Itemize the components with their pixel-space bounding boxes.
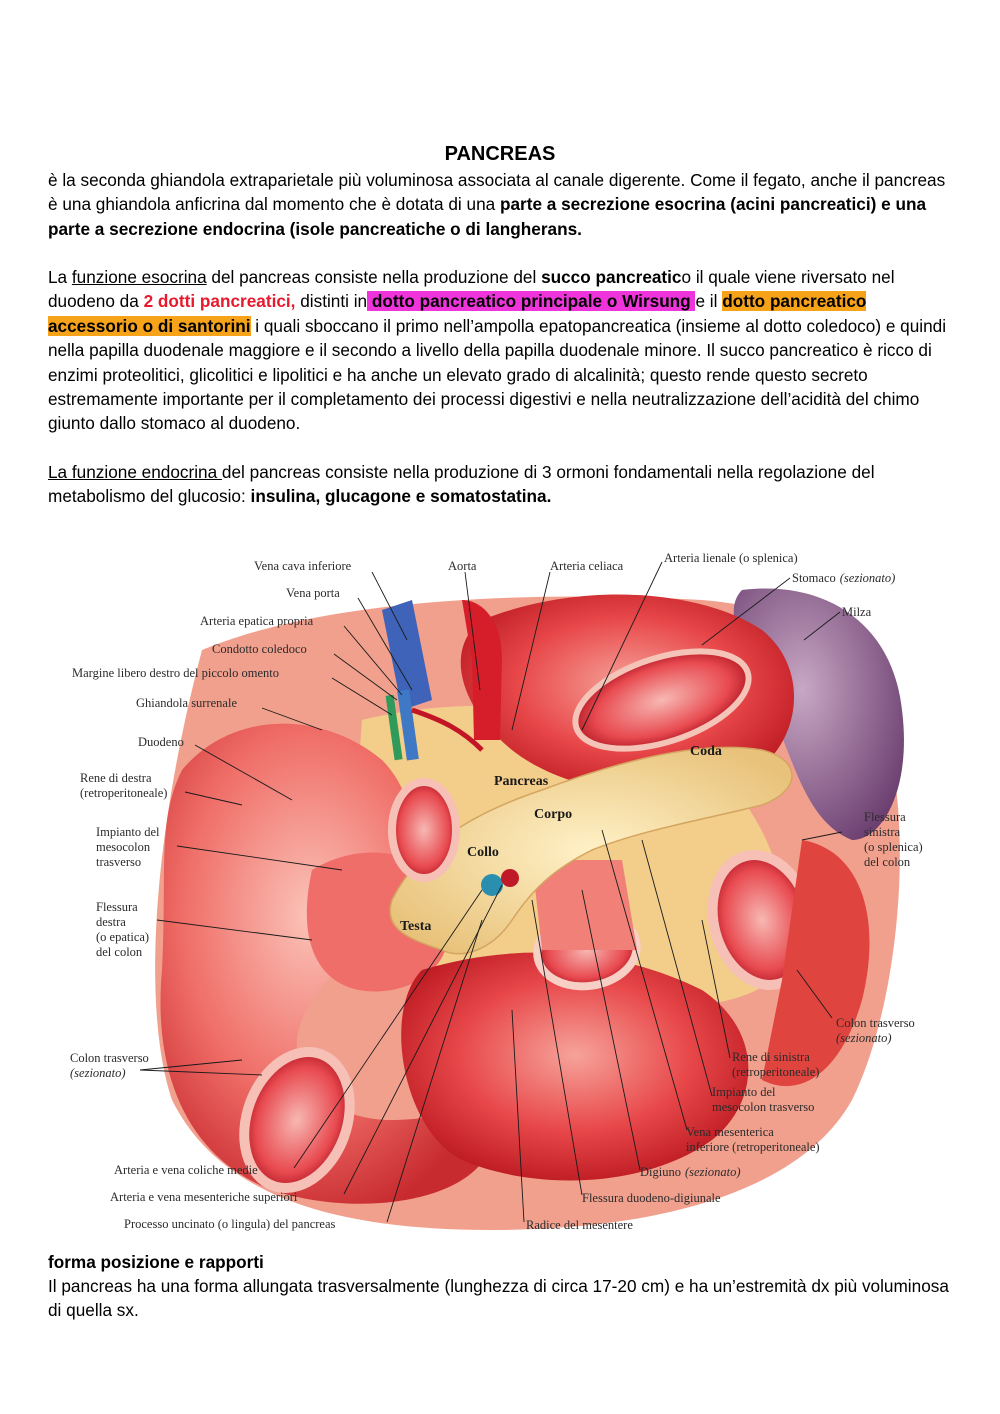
mesenteric-artery: [501, 869, 519, 887]
endo-bold-hormones: insulina, glucagone e somatostatina.: [250, 486, 552, 507]
label-vena-cava: Vena cava inferiore: [254, 559, 352, 573]
label-impianto-right-2: mesocolon trasverso: [712, 1100, 815, 1114]
label-flessura-destra-1: Flessura: [96, 900, 138, 914]
label-colon-left-2: (sezionato): [70, 1066, 126, 1080]
label-flessura-sinistra-1: Flessura: [864, 810, 906, 824]
label-flessura-destra-4: del colon: [96, 945, 143, 959]
label-vena-mesenterica-2: inferiore (retroperitoneale): [686, 1140, 820, 1154]
label-rene-destra-1: Rene di destra: [80, 771, 152, 785]
section-paragraph: Il pancreas ha una forma allungata trasversalmente (lunghezza di circa 17-20 cm) e ha un’estremità dx più voluminosa di quella sx.: [48, 1276, 949, 1321]
exocrine-paragraph: [48, 265, 958, 436]
label-colon-left-1: Colon trasverso: [70, 1051, 149, 1065]
endocrine-paragraph: [48, 460, 958, 509]
label-arteria-epatica: Arteria epatica propria: [200, 614, 314, 628]
label-stomaco-main: Stomaco: [792, 571, 836, 585]
intro-paragraph: [48, 168, 958, 241]
label-testa: Testa: [400, 919, 432, 934]
label-arteria-mesenteriche: Arteria e vena mesenteriche superiori: [110, 1190, 298, 1204]
intro-text: è la seconda ghiandola extraparietale più voluminosa associata al canale digerente. Come il fegato, anche il pancreas è una ghiandola anficrina dal momento che è dotata di una: [48, 170, 946, 215]
label-stomaco: [792, 571, 895, 585]
label-flessura-sinistra-3: (o splenica): [864, 840, 923, 854]
label-coda: Coda: [690, 744, 722, 759]
exo-bold-succo: succo pancreatic: [541, 267, 682, 287]
label-flessura-destra-3: (o epatica): [96, 930, 150, 944]
label-impianto-right-1: Impianto del: [712, 1085, 776, 1099]
label-flessura-sinistra-2: sinistra: [864, 825, 901, 839]
exo-text-2: del pancreas consiste nella produzione del: [206, 267, 542, 287]
label-rene-destra-2: (retroperitoneale): [80, 786, 168, 800]
intro-bold: parte a secrezione esocrina (acini pancreatici) e una parte a secrezione endocrina (isole pancreatiche o di langherans.: [48, 194, 927, 239]
label-flessura-destra-2: destra: [96, 915, 126, 929]
exo-highlight-santorini: dotto pancreatico accessorio o di santorini: [48, 291, 867, 336]
exo-text-3: o il quale viene riversato nel duodeno da: [48, 267, 895, 312]
duodenum-cut: [392, 782, 456, 878]
exo-text-5: e il: [695, 291, 723, 312]
label-digiuno: [640, 1165, 741, 1179]
exo-red-dotti: 2 dotti pancreatici,: [143, 291, 296, 312]
label-vena-porta: Vena porta: [286, 586, 340, 600]
exo-underline: funzione esocrina: [71, 267, 207, 287]
label-rene-sinistra-2: (retroperitoneale): [732, 1065, 820, 1079]
label-corpo: Corpo: [534, 807, 573, 822]
label-processo-uncinato: Processo uncinato (o lingula) del pancreas: [124, 1217, 336, 1231]
label-collo: Collo: [467, 845, 499, 860]
label-flessura-duodeno: Flessura duodeno-digiunale: [582, 1191, 721, 1205]
label-duodeno: Duodeno: [138, 735, 184, 749]
exo-highlight-wirsung: dotto pancreatico principale o Wirsung: [367, 291, 696, 312]
label-pancreas: Pancreas: [494, 774, 549, 789]
label-margine-libero: Margine libero destro del piccolo omento: [72, 666, 280, 680]
endo-text: del pancreas consiste nella produzione di 3 ormoni fondamentali nella regolazione del metabolismo del glucosio:: [48, 462, 875, 507]
label-digiuno-note: (sezionato): [684, 1165, 741, 1179]
section-heading: forma posizione e rapporti: [48, 1252, 264, 1272]
label-vena-mesenterica-1: Vena mesenterica: [686, 1125, 774, 1139]
page-title: PANCREAS: [444, 143, 556, 165]
label-digiuno-main: Digiuno: [640, 1165, 681, 1179]
label-impianto-1: Impianto del: [96, 825, 160, 839]
label-arteria-coliche: Arteria e vena coliche medie: [114, 1163, 258, 1177]
label-rene-sinistra-1: Rene di sinistra: [732, 1050, 810, 1064]
label-flessura-sinistra-4: del colon: [864, 855, 911, 869]
label-aorta: Aorta: [448, 559, 477, 573]
label-arteria-lienale: Arteria lienale (o splenica): [664, 551, 798, 565]
mesenteric-vessels: [481, 874, 503, 896]
label-coledoco: Condotto coledoco: [212, 642, 307, 656]
label-impianto-2: mesocolon: [96, 840, 151, 854]
exo-text-6: i quali sboccano il primo nell’ampolla epatopancreatica (insieme al dotto coledoco) e quindi nella papilla duodenale maggiore e il secondo a livello della papilla duodenale minore. Il succo pancreatico è ricco di enzimi proteolitici, glicolitici e lipolitici e ha anche un elevato grado di alcalinità; questo rende questo secreto estremamente importante per il completamento dei processi digestivi e nella neutralizzazione dell’acidità del chimo giunto dallo stomaco al duodeno.: [48, 315, 947, 434]
label-milza: Milza: [842, 605, 872, 619]
label-arteria-celiaca: Arteria celiaca: [550, 559, 624, 573]
exo-text-1: La: [48, 267, 72, 287]
endo-underline: La funzione endocrina: [48, 462, 222, 482]
label-colon-right-2: (sezionato): [836, 1031, 892, 1045]
anatomy-illustration: [62, 540, 962, 1240]
label-stomaco-note: (sezionato): [839, 571, 896, 585]
label-radice-mesentere: Radice del mesentere: [526, 1218, 633, 1232]
label-impianto-3: trasverso: [96, 855, 142, 869]
label-colon-right-1: Colon trasverso: [836, 1016, 915, 1030]
label-ghiandola-surrenale: Ghiandola surrenale: [136, 696, 238, 710]
exo-text-4: distinti in: [295, 291, 368, 312]
